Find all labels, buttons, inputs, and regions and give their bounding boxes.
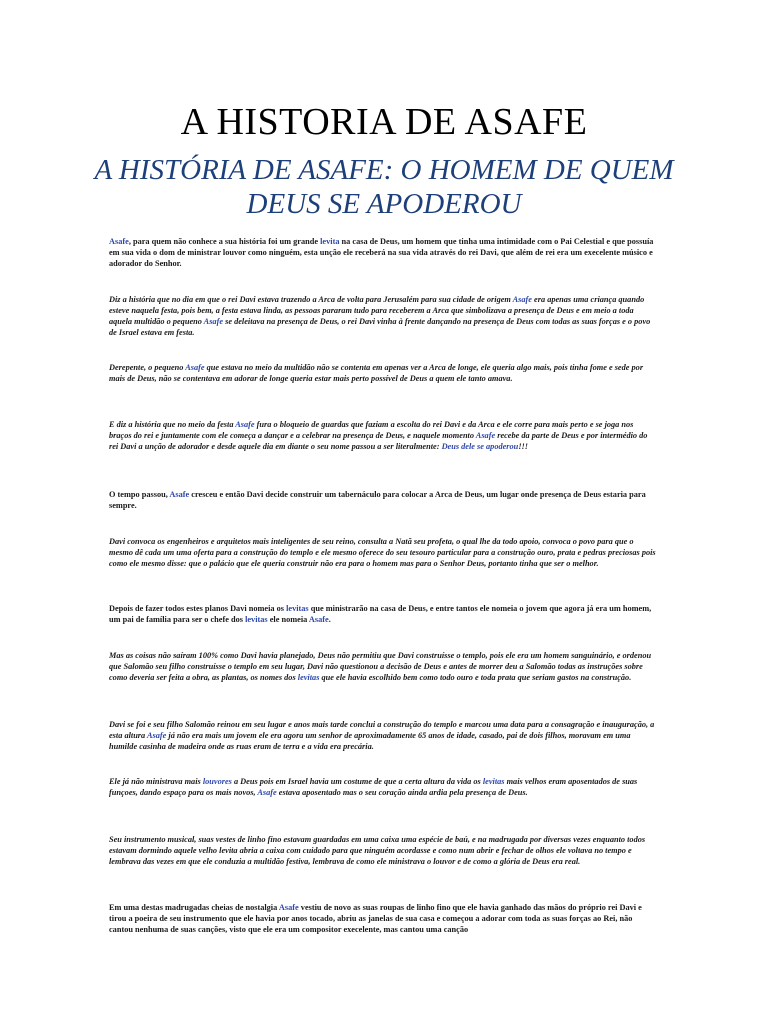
highlighted-term[interactable]: Asafe: [257, 788, 277, 797]
highlighted-term[interactable]: levitas: [286, 604, 309, 613]
highlighted-term[interactable]: Asafe: [109, 237, 129, 246]
paragraph-8: [109, 650, 657, 683]
paragraph-10: [109, 776, 657, 798]
paragraph-text: se deleitava na presença de Deus, o rei Davi vinha à frente dançando na presença de Deus com todas as suas forças e o povo de Israel estava em festa.: [109, 317, 651, 337]
paragraph-text: a Deus pois em Israel havia um costume de que a certa altura da vida os: [231, 777, 483, 786]
document-subtitle: A HISTÓRIA DE ASAFE: O HOMEM DE QUEM DEUS SE APODERO​U: [94, 154, 674, 220]
paragraph-text: Mas as coisas não saíram 100% como Davi havia planejado, Deus não permitiu que Davi construísse o templo, pois ele era um homem sanguinário, e ordenou que Salomão seu filho construísse o templo em seu lugar, Davi não questionou a decisão de Deus e antes de morrer deu a Salomão todas as instruções sobre como deveria ser feita a obra, as plantas, os nomes dos: [109, 651, 652, 682]
paragraph-9: [109, 719, 657, 752]
paragraph-text: Depois de fazer todos estes planos Davi nomeia os: [109, 604, 287, 613]
highlighted-term[interactable]: Asafe: [475, 431, 496, 440]
paragraph-text: ele nomeia: [267, 615, 309, 624]
paragraph-12: [109, 902, 657, 935]
paragraph-text: vestiu de novo as suas roupas de linho fino que ele havia ganhado das mãos do próprio rei Davi e tirou a poeira de seu instrumento que ele havia por anos tocado, abriu as janelas de sua casa e começou a adorar com toda as suas forças ao Rei, não cantou nenhuma de suas canções, visto que ele era um compositor execelente, mas cantou uma canção: [109, 903, 642, 934]
paragraph-text: , para quem não conhece a sua história foi um grande: [128, 237, 321, 246]
highlighted-term[interactable]: Asafe: [203, 317, 224, 326]
paragraph-4: [109, 419, 657, 452]
paragraph-2: [109, 294, 657, 338]
highlighted-term[interactable]: Asafe: [512, 295, 532, 304]
paragraph-text: Seu instrumento musical, suas vestes de linho fino estavam guardadas em uma caixa uma espécie de baú, e na madrugada por diversas vezes enquanto todos estavam dormindo aquele velho levita abria a caixa com cuidado para que ninguém acordasse e como num abrir e fechar de olhos ele voltava no tempo e lembrava das vezes em que ele conduzia a multidão festiva, lembrava de como ele ministrava o louvor e de como a glória de Deus era real.: [109, 835, 646, 866]
highlighted-term[interactable]: Asafe: [146, 731, 167, 740]
highlighted-term[interactable]: levitas: [297, 673, 320, 682]
highlighted-term[interactable]: Asafe: [278, 903, 299, 912]
paragraph-6: [109, 536, 657, 569]
paragraph-text: fura o bloqueio de guardas que faziam a escolta do rei Davi e da Arca e ele corre para mais perto e se joga nos braços do rei e juntamente com ele começa a dançar e a celebrar na presença de Deus, e naquele momento: [109, 420, 634, 440]
paragraph-text: estava aposentado mas o seu coração ainda ardia pela presença de Deus.: [276, 788, 528, 797]
paragraph-text: Ele já não ministrava mais: [109, 777, 203, 786]
paragraph-text: .: [328, 615, 331, 624]
highlighted-term[interactable]: Asafe: [169, 490, 190, 499]
paragraph-text: O tempo passou,: [109, 490, 170, 499]
paragraph-text: que ministrarão na casa de Deus, e entre tantos ele nomeia o jovem que agora já era um homem, um pai de família para ser o chefe dos: [109, 604, 652, 624]
highlighted-term[interactable]: levitas: [245, 615, 268, 624]
paragraph-5: [109, 489, 657, 511]
paragraph-text: E diz a história que no meio da festa: [109, 420, 236, 429]
highlighted-term[interactable]: Deus dele se apoderou: [441, 442, 519, 451]
highlighted-term[interactable]: louvores: [202, 777, 232, 786]
paragraph-text: cresceu e então Davi decide construir um tabernáculo para colocar a Arca de Deus, um lugar onde presença de Deus estaria para sempre.: [109, 490, 646, 510]
paragraph-text: na casa de Deus, um homem que tinha uma intimidade com o Pai Celestial e que possuía em sua vida o dom de ministrar louvor como ninguém, esta unção ele receberá na sua vida através do rei Davi, que além de rei era um execelente músico e adorador do Senhor.: [109, 237, 654, 268]
paragraph-text: que estava no meio da multidão não se contenta em apenas ver a Arca de longe, ele queria algo mais, pois tinha fome e sede por mais de Deus, não se contentava em adorar de longe queria estar mais perto possível de Deus a quem ele tanto amava.: [109, 363, 644, 383]
highlighted-term[interactable]: Asafe: [185, 363, 205, 372]
paragraph-text: recebe da parte de Deus e por intermédio do rei Davi a unção de adorador e desde aquele dia em diante o seu nome passou a ser literalmente:: [109, 431, 648, 451]
paragraph-text: era apenas uma criança quando esteve naquela festa, pois bem, a festa estava linda, as pessoas pararam tudo para receberem a Arca que simbolizava a presença de Deus e em meio a toda aquela multidão o pequeno: [109, 295, 645, 326]
paragraph-text: já não era mais um jovem ele era agora um senhor de aproximadamente 65 anos de idade, casado, pai de dois filhos, moravam em uma humilde casinha de madeira onde as ruas eram de terra e a vida era precária.: [109, 731, 631, 751]
highlighted-term[interactable]: Asafe: [235, 420, 255, 429]
paragraph-text: Davi se foi e seu filho Salomão reinou em seu lugar e anos mais tarde conclui a construção do templo e marcou uma data para a consagração e inauguração, a esta altura: [109, 720, 655, 740]
paragraph-1: [109, 236, 657, 269]
paragraph-text: Davi convoca os engenheiros e arquitetos mais inteligentes de seu reino, consulta a Natã seu profeta, o qual lhe da todo apoio, convoca o povo para que o mesmo dê cada um uma oferta para a construção do templo e ele mesmo oferece do seu tesouro particular para a construção ouro, prata e pedras preciosas pois como ele mesmo disse: que o palácio que ele queria construir não era para o homem mas para o Senhor Deus, portanto tinha que ser o melhor.: [109, 537, 656, 568]
paragraph-7: [109, 603, 657, 625]
document-title: A HISTORIA DE ASAFE: [180, 101, 588, 143]
highlighted-term[interactable]: Asafe: [308, 615, 329, 624]
paragraph-text: que ele havia escolhido bem como todo ouro e toda prata que seriam gastos na construção.: [319, 673, 632, 682]
paragraph-11: [109, 834, 657, 867]
paragraph-text: !!!: [518, 442, 528, 451]
highlighted-term[interactable]: levita: [320, 237, 340, 246]
paragraph-text: Derepente, o pequeno: [109, 363, 186, 372]
highlighted-term[interactable]: levitas: [482, 777, 505, 786]
paragraph-text: Em uma destas madrugadas cheias de nostalgia: [109, 903, 279, 912]
paragraph-text: mais velhos eram aposentados de suas funçoes, dando espaço para os mais novos,: [109, 777, 638, 797]
paragraph-3: [109, 362, 657, 384]
paragraph-text: Diz a história que no dia em que o rei Davi estava trazendo a Arca de volta para Jerusalém para sua cidade de origem: [109, 295, 513, 304]
